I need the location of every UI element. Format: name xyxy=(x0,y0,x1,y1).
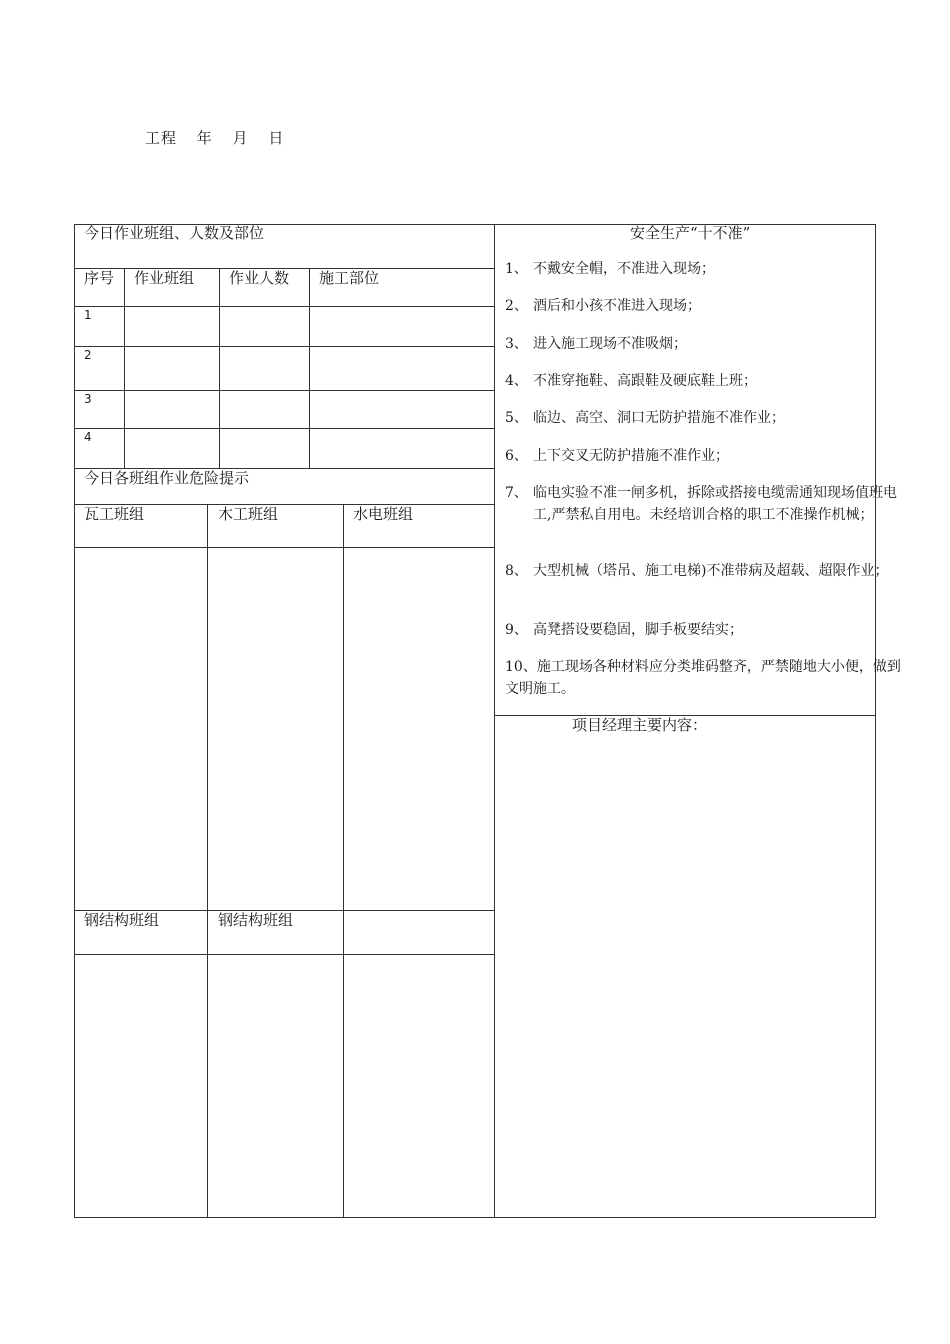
row-line xyxy=(74,954,495,955)
col-header-headcount: 作业人数 xyxy=(229,269,290,287)
row-line xyxy=(74,390,495,391)
rule-text: 临电实验不准一闸多机，拆除或搭接电缆需通知现场值班电工,严禁私自用电。未经培训合格的职工不准操作机械； xyxy=(533,485,897,523)
rule-number: 1、 xyxy=(505,261,528,277)
rule-item xyxy=(505,482,905,526)
row-line xyxy=(74,346,495,347)
hazard-section-title: 今日各班组作业危险提示 xyxy=(84,469,250,487)
header-day: 日 xyxy=(268,129,285,147)
col-line xyxy=(219,268,220,468)
rule-item xyxy=(505,370,905,392)
col-line xyxy=(124,268,125,468)
rule-text: 大型机械（塔吊、施工电梯)不准带病及超载、超限作业； xyxy=(533,563,889,579)
page-header xyxy=(145,127,298,148)
col-header-index: 序号 xyxy=(84,269,115,287)
rule-number: 3、 xyxy=(505,336,528,352)
rule-text: 施工现场各种材料应分类堆码整齐，严禁随地大小便，做到文明施工。 xyxy=(505,659,901,697)
col-line xyxy=(207,504,208,1218)
group-steel-structure: 钢结构班组 xyxy=(84,911,160,929)
rule-number: 5、 xyxy=(505,410,528,426)
row-index: 3 xyxy=(84,392,92,406)
rule-item xyxy=(505,560,905,582)
rule-number: 7、 xyxy=(505,485,528,501)
rule-item xyxy=(505,333,905,355)
header-year: 年 xyxy=(196,129,213,147)
rule-item xyxy=(505,407,905,429)
rule-number: 10、 xyxy=(505,659,537,675)
rule-text: 高凳搭设要稳固，脚手板要结实； xyxy=(533,622,743,638)
header-project: 工程 xyxy=(145,129,178,147)
col-line xyxy=(309,268,310,468)
rule-item xyxy=(505,619,905,641)
group-masonry: 瓦工班组 xyxy=(84,505,145,523)
rule-number: 6、 xyxy=(505,448,528,464)
col-header-team: 作业班组 xyxy=(134,269,195,287)
rule-text: 不戴安全帽，不准进入现场； xyxy=(533,261,715,277)
col-line xyxy=(343,504,344,1218)
rule-text: 临边、高空、洞口无防护措施不准作业； xyxy=(533,410,785,426)
rule-number: 9、 xyxy=(505,622,528,638)
group-plumbing-electrical: 水电班组 xyxy=(353,505,414,523)
rule-number: 4、 xyxy=(505,373,528,389)
rule-number: 2、 xyxy=(505,298,528,314)
work-section-title: 今日作业班组、人数及部位 xyxy=(84,224,265,242)
column-divider xyxy=(494,224,495,1218)
row-line xyxy=(74,306,495,307)
rules-title: 安全生产“十不准” xyxy=(630,224,751,242)
header-month: 月 xyxy=(232,129,249,147)
rule-text: 上下交叉无防护措施不准作业； xyxy=(533,448,729,464)
row-index: 1 xyxy=(84,308,92,322)
row-line xyxy=(74,428,495,429)
rule-text: 不准穿拖鞋、高跟鞋及硬底鞋上班； xyxy=(533,373,757,389)
rule-text: 进入施工现场不准吸烟； xyxy=(533,336,687,352)
row-index: 4 xyxy=(84,430,92,444)
rule-number: 8、 xyxy=(505,563,528,579)
manager-notes-title: 项目经理主要内容： xyxy=(572,716,708,734)
rule-text: 酒后和小孩不准进入现场； xyxy=(533,298,701,314)
group-steel-structure: 钢结构班组 xyxy=(218,911,294,929)
rule-item xyxy=(505,295,905,317)
rule-item xyxy=(505,656,905,700)
group-carpentry: 木工班组 xyxy=(218,505,279,523)
row-index: 2 xyxy=(84,348,92,362)
col-header-location: 施工部位 xyxy=(319,269,380,287)
rule-item xyxy=(505,445,905,467)
rule-item xyxy=(505,258,905,280)
row-line xyxy=(74,547,495,548)
